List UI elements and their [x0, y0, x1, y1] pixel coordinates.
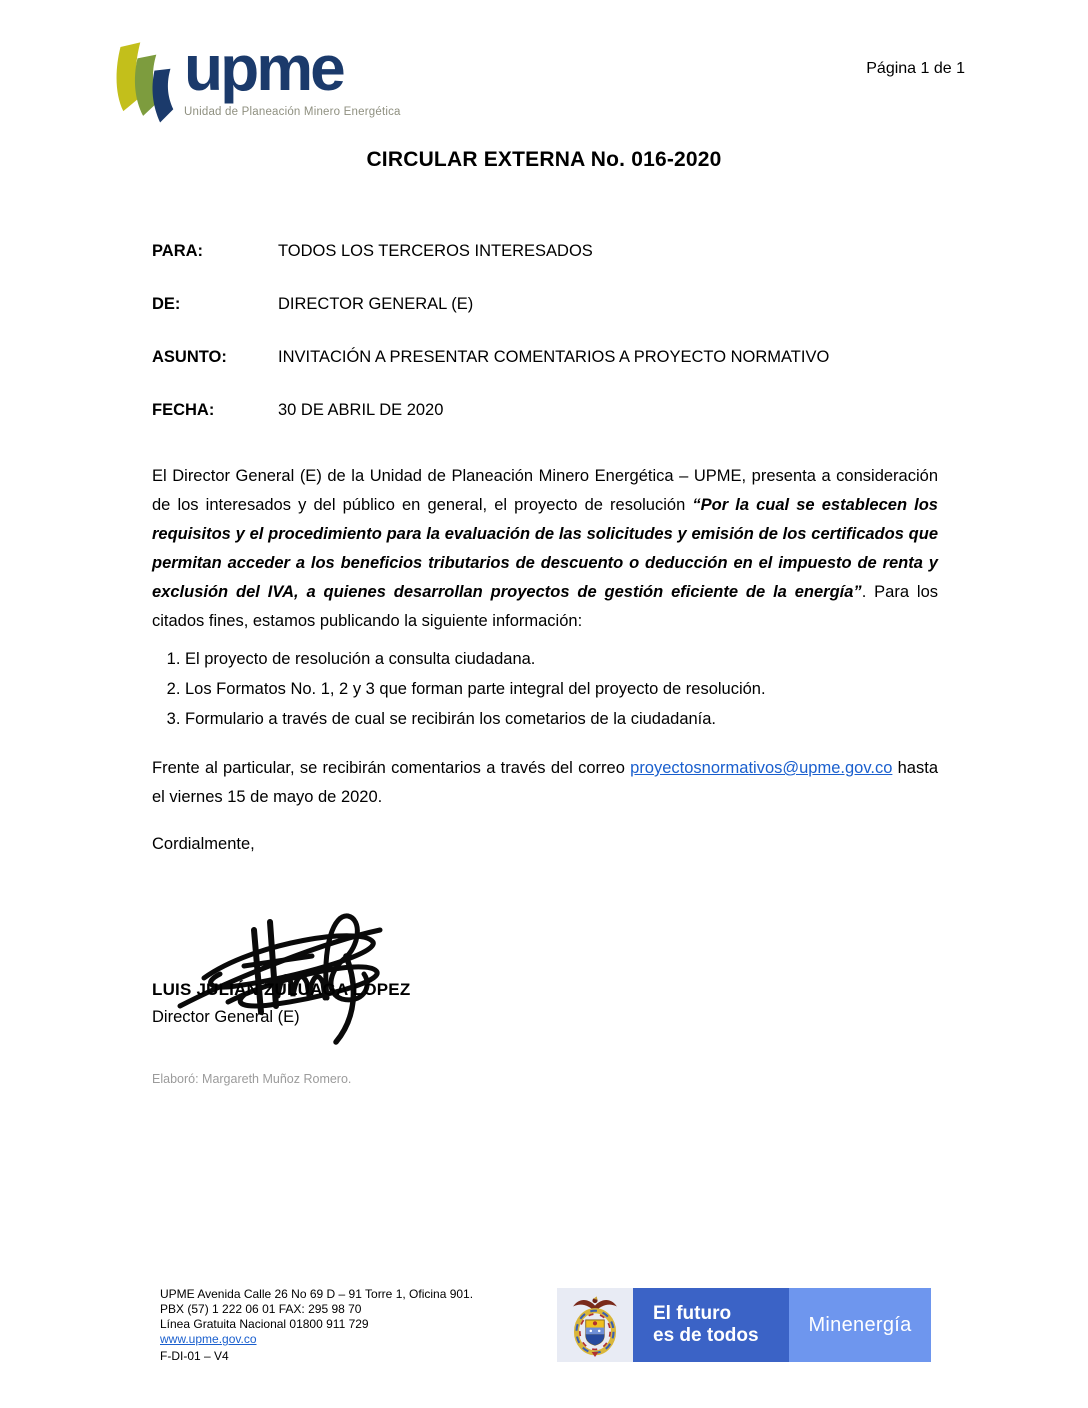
meta-value: INVITACIÓN A PRESENTAR COMENTARIOS A PROYECTO NORMATIVO — [278, 348, 830, 366]
government-banner — [557, 1288, 931, 1362]
resolution-quote: “Por la cual se establecen los requisitos y el procedimiento para la evaluación de las solicitudes y emisión de los certificados que permitan acceder a los beneficios tributarios de descuento o deducción en el impuesto de renta y exclusión del IVA, a quienes desarrollan proyectos de gestión eficiente de la energía” — [152, 496, 938, 601]
address-line: PBX (57) 1 222 06 01 FAX: 295 98 70 — [160, 1302, 362, 1316]
list-item: 3. Formulario a través de cual se recibirán los cometarios de la ciudadanía. — [185, 704, 938, 734]
comments-text: Frente al particular, se recibirán comentarios a través del correo — [152, 759, 631, 777]
form-code: F-DI-01 – V4 — [160, 1349, 229, 1363]
meta-label: ASUNTO: — [152, 348, 227, 366]
slogan-line1: El futuro — [653, 1303, 732, 1324]
meta-row-para — [152, 238, 942, 264]
published-items-list — [152, 644, 938, 734]
page-number: Página 1 de 1 — [866, 60, 965, 77]
address-line: UPME Avenida Calle 26 No 69 D – 91 Torre 1, Oficina 901. — [160, 1287, 474, 1301]
upme-logo — [112, 34, 401, 128]
comments-text-end: hasta el viernes 15 de mayo de 2020. — [152, 759, 938, 806]
slogan-panel — [633, 1288, 789, 1362]
address-line: Línea Gratuita Nacional 01800 911 729 — [160, 1317, 369, 1331]
email-link[interactable]: proyectosnormativos@upme.gov.co — [630, 759, 893, 777]
upme-tagline: Unidad de Planeación Minero Energética — [184, 106, 401, 118]
slogan-line2: es de todos — [653, 1325, 759, 1346]
signer-name: LUIS JULIÁN ZULUAGA LÓPEZ — [152, 980, 411, 999]
intro-text: El Director General (E) de la Unidad de Planeación Minero Energética – UPME, presenta a consideración de los interesados y del público en general, el proyecto de resolución — [152, 467, 938, 514]
comments-paragraph — [152, 754, 938, 812]
upme-wordmark: upme — [184, 32, 343, 104]
colombia-coat-of-arms-box — [557, 1288, 633, 1362]
intro-paragraph — [152, 462, 938, 636]
list-item: 2. Los Formatos No. 1, 2 y 3 que forman parte integral del proyecto de resolución. — [185, 674, 938, 704]
ministry-panel: Minenergía — [789, 1288, 931, 1362]
footer-address-block — [160, 1287, 473, 1347]
intro-text-end: . Para los citados fines, estamos publicando la siguiente información: — [152, 583, 938, 630]
meta-row-fecha — [152, 397, 942, 423]
meta-value: DIRECTOR GENERAL (E) — [278, 295, 474, 313]
upme-logo-icon — [112, 34, 178, 128]
meta-label: DE: — [152, 295, 181, 313]
meta-label: FECHA: — [152, 401, 215, 419]
meta-label: PARA: — [152, 242, 204, 260]
letter-meta-block — [152, 238, 942, 450]
meta-row-asunto — [152, 344, 942, 370]
website-link[interactable]: www.upme.gov.co — [160, 1332, 257, 1346]
meta-value: TODOS LOS TERCEROS INTERESADOS — [278, 242, 593, 260]
document-title: CIRCULAR EXTERNA No. 016-2020 — [366, 148, 722, 171]
prepared-by-note: Elaboró: Margareth Muñoz Romero. — [152, 1072, 352, 1086]
meta-value: 30 DE ABRIL DE 2020 — [278, 401, 444, 419]
meta-row-de — [152, 291, 942, 317]
signer-role: Director General (E) — [152, 1008, 300, 1026]
closing-salutation: Cordialmente, — [152, 835, 255, 853]
signature-block — [152, 880, 672, 1060]
letter-body — [152, 462, 938, 859]
colombia-coat-of-arms-icon — [569, 1293, 621, 1357]
slogan-text — [633, 1303, 759, 1347]
list-item: 1. El proyecto de resolución a consulta ciudadana. — [185, 644, 938, 674]
